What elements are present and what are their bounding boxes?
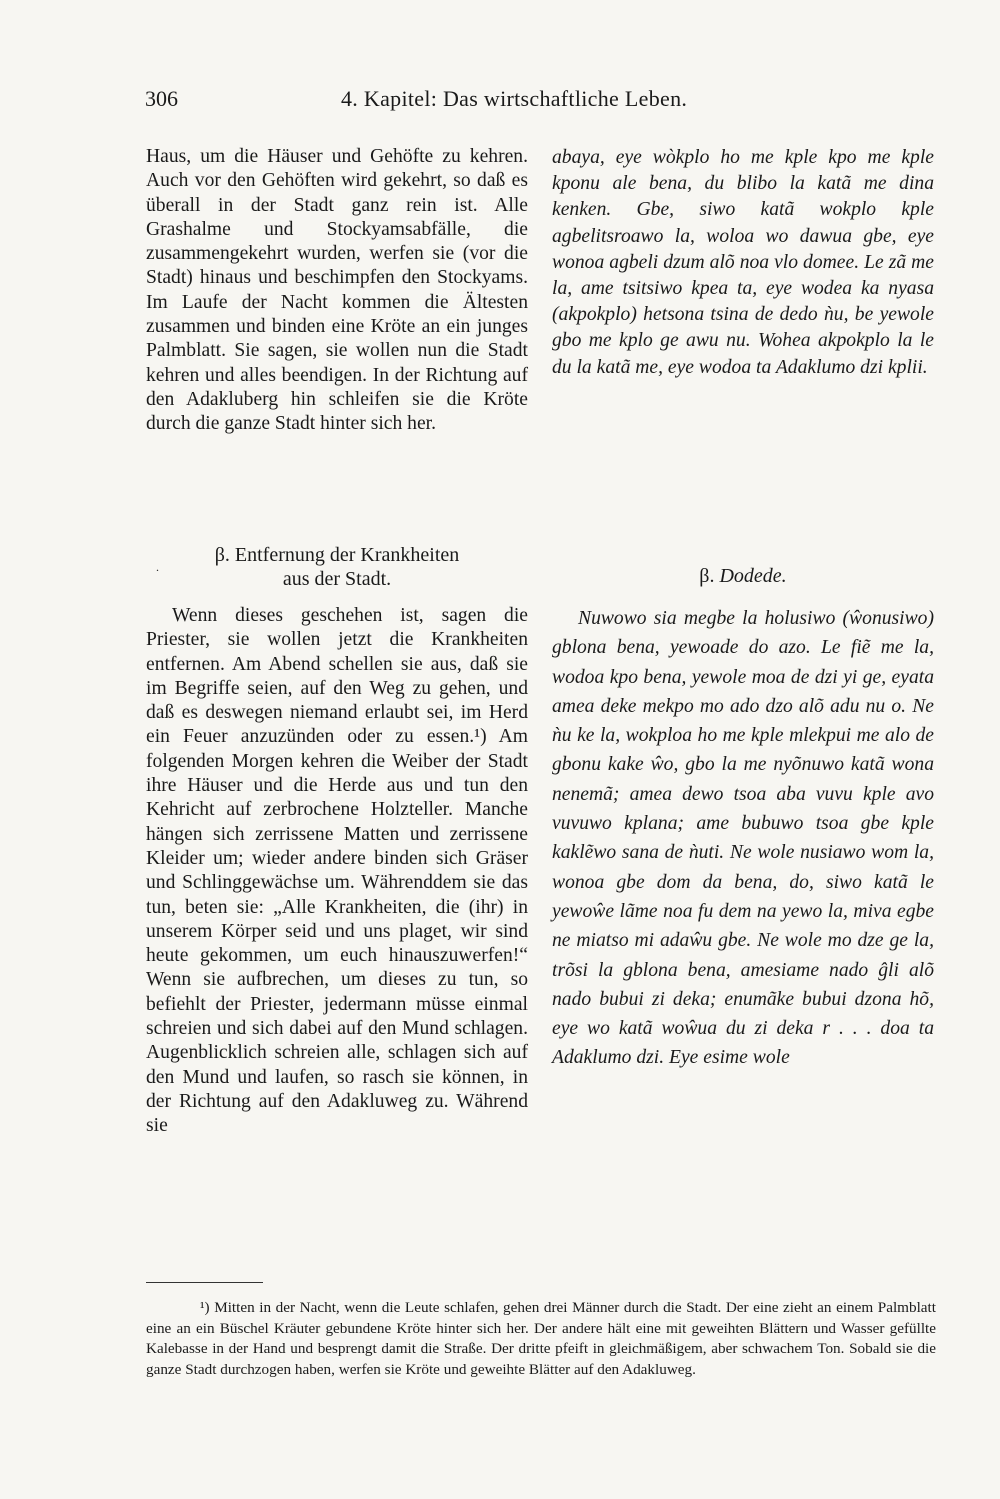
ewe-heading-beta: β.	[699, 565, 715, 587]
footnotes	[146, 1298, 936, 1380]
footnote-divider	[146, 1282, 263, 1283]
right-column-section-1	[552, 145, 934, 381]
page-header	[145, 86, 945, 116]
running-head: 4. Kapitel: Das wirtschaftliche Leben.	[341, 86, 688, 111]
ewe-paragraph-2: Nuwowo sia megbe la holusiwo (ŵonusiwo) gblona bena, yewoade do azo. Le fiẽ me la, wodoa kpo bena, yewole moa de dzi yi ge, eyata amea deke mekpo mo ado dzo alõ adu nu o. Ne ǹu ke la, wokploa ho me kple mlekpui me alo de gbonu kake ŵo, gbo la me nyõnuwo katã wona nenemã; amea dewo tsoa aba vuvu kple avo vuvuwo kplana; ame bubuwo tsoa gbe kple kaklẽwo sana de ǹuti. Ne wole nusiawo wom la, wonoa gbe dom da bena, do, siwo katã le yewoŵe lãme noa fu dem na yewo la, miva egbe ne miatso mi adaŵu gbe. Ne wole mo dze ge la, trõsi la gblona bena, amesiame nado ĝli alõ nado bubui zi deka; enumãke bubui dzona hõ, eye wo katã woŵua du zi deka r . . . doa ta Adaklumo dzi. Eye esime wole	[552, 608, 934, 1069]
german-paragraph-1: Haus, um die Häuser und Gehöfte zu kehren. Auch vor den Gehöften wird gekehrt, so daß es überall in der Stadt ganz rein ist. Alle Grashalme und Stockyamsabfälle, die zusammengekehrt wurden, werfen sie (vor die Stadt) hinaus und beschimpfen den Stockyams. Im Laufe der Nacht kommen die Ältesten zusammen und binden eine Kröte an ein junges Palmblatt. Sie sagen, sie wollen nun die Stadt kehren und alles beendigen. In der Richtung auf den Adakluberg hin schleifen sie die Kröte durch die ganze Stadt hinter sich her.	[146, 146, 528, 435]
german-heading-line-2: aus der Stadt.	[282, 568, 392, 590]
ewe-heading-title: Dodede.	[719, 565, 787, 587]
german-heading-line-1: β. Entfernung der Krankheiten	[214, 544, 460, 566]
german-paragraph-2: Wenn dieses geschehen ist, sagen die Priester, sie wollen jetzt die Krankheiten entfernen. Am Abend schellen sie aus, daß sie im Begriffe seien, auf den Weg zu gehen, und daß es deswegen niemand erlaubt sei, im Herd ein Feuer anzuzünden oder zu essen.¹) Am folgenden Morgen kehren die Weiber der Stadt ihre Häuser und die Herde aus und tun den Kehricht auf zerbrochene Holzteller. Manche hängen sich zerrissene Matten und zerrissene Kleider um; wieder andere binden sich Gräser und Schlinggewächse um. Währenddem sie das tun, beten sie: „Alle Krankheiten, die (ihr) in unserem Körper seid und uns plaget, wir sind heute gekommen, um euch hinauszuwerfen!“ Wenn sie aufbrechen, um dieses zu tun, so befiehlt der Priester, jedermann müsse einmal schreien und sich dabei auf den Mund schlagen. Augenblicklich schreien alle, schlagen sich auf den Mund und laufen, so rasch sie können, in der Richtung auf den Adakluweg zu. Während sie	[146, 605, 528, 1137]
stray-mark: .	[156, 560, 159, 574]
left-column-section-2	[146, 604, 528, 1139]
footnote-1: ¹) Mitten in der Nacht, wenn die Leute schlafen, gehen drei Männer durch die Stadt. Der eine zieht an einem Palmblatt eine an ein Büschel Kräuter gebundene Kröte hinter sich her. Der andere hält eine mit geweihten Blättern und Wasser gefüllte Kalebasse in der Hand und besprengt damit die Straße. Der dritte pfeift in gleichmäßigem, aber schwachem Ton. Sobald sie die ganze Stadt durchzogen haben, werfen sie Kröte und geweihte Blätter auf den Adakluweg.	[146, 1299, 936, 1378]
ewe-paragraph-1: abaya, eye wòkplo ho me kple kpo me kple kponu ale bena, du blibo la katã me dina kenken. Gbe, siwo katã wokplo kple agbelitsroawo la, woloa wo dawua gbe, eye wonoa agbeli dzum alõ noa vlo domee. Le zã me la, ame tsitsiwo kpea ta, eye wodea ka nyasa (akpokplo) hetsona tsina de dedo ǹu, be yewole gbo me kplo ge awu nu. Wohea akpokplo la le du la katã me, eye wodoa ta Adaklumo dzi kplii.	[552, 147, 934, 378]
right-column-section-2	[552, 604, 934, 1073]
page-number: 306	[145, 86, 178, 111]
left-column-section-1	[146, 145, 528, 437]
german-section-heading	[146, 543, 528, 591]
ewe-section-heading	[552, 564, 934, 588]
